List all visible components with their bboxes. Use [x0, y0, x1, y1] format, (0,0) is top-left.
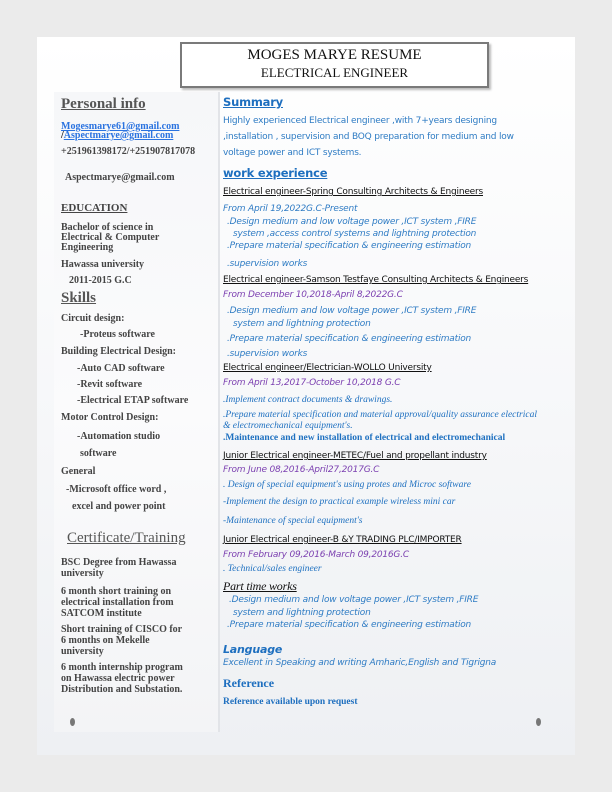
skill-item: Motor Control Design: — [61, 412, 159, 423]
job-duty: . Design of special equipment's using protes and Microc software — [223, 480, 471, 490]
cert-line: Short training of CISCO for — [61, 624, 183, 635]
job-dates: From April 13,2017-October 10,2018 G.C — [223, 378, 401, 388]
cert-line: 6 months on Mekelle — [61, 635, 150, 646]
education-heading: EDUCATION — [61, 202, 128, 214]
job-duty: . Technical/sales engineer — [223, 564, 322, 574]
certificate-heading: Certificate/Training — [67, 530, 186, 546]
job-title: Electrical engineer/Electrician-WOLLO University — [223, 363, 432, 373]
skill-item: Building Electrical Design: — [61, 346, 176, 357]
degree-line: Bachelor of science in — [61, 222, 154, 233]
skill-item: -Microsoft office word , — [66, 484, 167, 495]
job-duty: .Design medium and low voltage power ,ICT system ,FIRE — [227, 217, 477, 227]
university: Hawassa university — [61, 259, 145, 270]
bullet-dot-decoration — [70, 718, 75, 726]
job-duty: .supervision works — [227, 259, 308, 269]
job-dates: From December 10,2018-April 8,2022G.C — [223, 290, 403, 300]
part-time-duty: .Design medium and low voltage power ,ICT system ,FIRE — [229, 595, 479, 605]
job-title: Junior Electrical engineer-METEC/Fuel and propellant industry — [223, 451, 487, 461]
summary-line: voltage power and ICT systems. — [223, 148, 362, 158]
reference-text: Reference available upon request — [223, 697, 358, 707]
job-duty: system ,access control systems and lightning protection — [233, 229, 477, 239]
cert-line: on Hawassa electric power — [61, 673, 175, 684]
cert-line: university — [61, 646, 104, 657]
resume-name: MOGES MARYE RESUME — [247, 47, 422, 63]
part-time-heading: Part time works — [223, 579, 297, 593]
reference-heading: Reference — [223, 676, 275, 690]
summary-heading: Summary — [223, 95, 283, 109]
skill-item: -Automation studio — [77, 431, 161, 442]
part-time-duty: .Prepare material specification & engineering estimation — [227, 620, 472, 630]
job-duty: -Implement the design to practical example wireless mini car — [223, 497, 456, 507]
degree-line: Engineering — [61, 242, 114, 253]
bullet-dot-decoration — [536, 718, 541, 726]
email-link-1[interactable]: Mogesmarye61@gmail.com — [61, 121, 180, 132]
email-link-2[interactable]: Aspectmarye@gmail.com — [63, 130, 174, 141]
job-duty: .Implement contract documents & drawings. — [223, 395, 393, 405]
email-separator: / — [61, 130, 64, 141]
resume-header — [180, 42, 489, 88]
skill-item: Circuit design: — [61, 313, 125, 324]
resume-title: ELECTRICAL ENGINEER — [260, 65, 409, 80]
language-text: Excellent in Speaking and writing Amharic,English and Tigrigna — [223, 658, 497, 668]
summary-line: ,installation , supervision and BOQ preparation for medium and low — [223, 132, 514, 142]
job-duty: .Design medium and low voltage power ,ICT system ,FIRE — [227, 306, 477, 316]
job-duty: .supervision works — [227, 349, 308, 359]
job-dates: From April 19,2022G.C-Present — [223, 204, 358, 214]
skill-item: software — [80, 448, 117, 459]
job-dates: From February 09,2016-March 09,2016G.C — [223, 550, 409, 560]
job-title: Junior Electrical engineer-B &Y TRADING PLC/IMPORTER — [223, 535, 462, 545]
job-title: Electrical engineer-Spring Consulting Architects & Engineers — [223, 187, 483, 197]
education-years: 2011-2015 G.C — [69, 275, 132, 286]
job-duty: .Maintenance and new installation of electrical and electromechanical — [223, 433, 506, 443]
cert-line: electrical installation from — [61, 597, 174, 608]
job-duty: & electromechanical equipment's. — [223, 421, 353, 431]
job-duty: .Prepare material specification & engineering estimation — [227, 241, 472, 251]
skill-item: -Auto CAD software — [77, 363, 165, 374]
cert-line: 6 month internship program — [61, 662, 183, 673]
summary-line: Highly experienced Electrical engineer ,with 7+years designing — [223, 116, 497, 126]
skills-heading: Skills — [61, 290, 97, 306]
job-duty: system and lightning protection — [233, 319, 371, 329]
job-duty: -Maintenance of special equipment's — [223, 516, 363, 526]
skill-item: excel and power point — [72, 501, 166, 512]
phone: +251961398172/+251907817078 — [61, 146, 196, 157]
skill-item: General — [61, 466, 96, 477]
job-dates: From June 08,2016-April27,2017G.C — [223, 465, 380, 475]
language-heading: Language — [223, 643, 283, 656]
skill-item: -Proteus software — [80, 329, 155, 340]
personal-info-heading: Personal info — [61, 96, 146, 112]
job-duty: .Prepare material specification and material approval/quality assurance electrical — [223, 410, 537, 420]
skill-item: -Revit software — [77, 379, 143, 390]
skill-item: -Electrical ETAP software — [77, 395, 189, 406]
cert-line: SATCOM institute — [61, 608, 142, 619]
work-experience-heading: work experience — [223, 166, 328, 180]
job-duty: .Prepare material specification & engineering estimation — [227, 334, 472, 344]
cert-line: university — [61, 568, 104, 579]
cert-line: BSC Degree from Hawassa — [61, 557, 177, 568]
cert-line: 6 month short training on — [61, 586, 172, 597]
cert-line: Distribution and Substation. — [61, 684, 183, 695]
job-title: Electrical engineer-Samson Testfaye Consulting Architects & Engineers — [223, 275, 529, 285]
part-time-duty: system and lightning protection — [233, 608, 371, 618]
email-3: Aspectmarye@gmail.com — [65, 172, 175, 183]
degree-line: Electrical & Computer — [61, 232, 160, 243]
